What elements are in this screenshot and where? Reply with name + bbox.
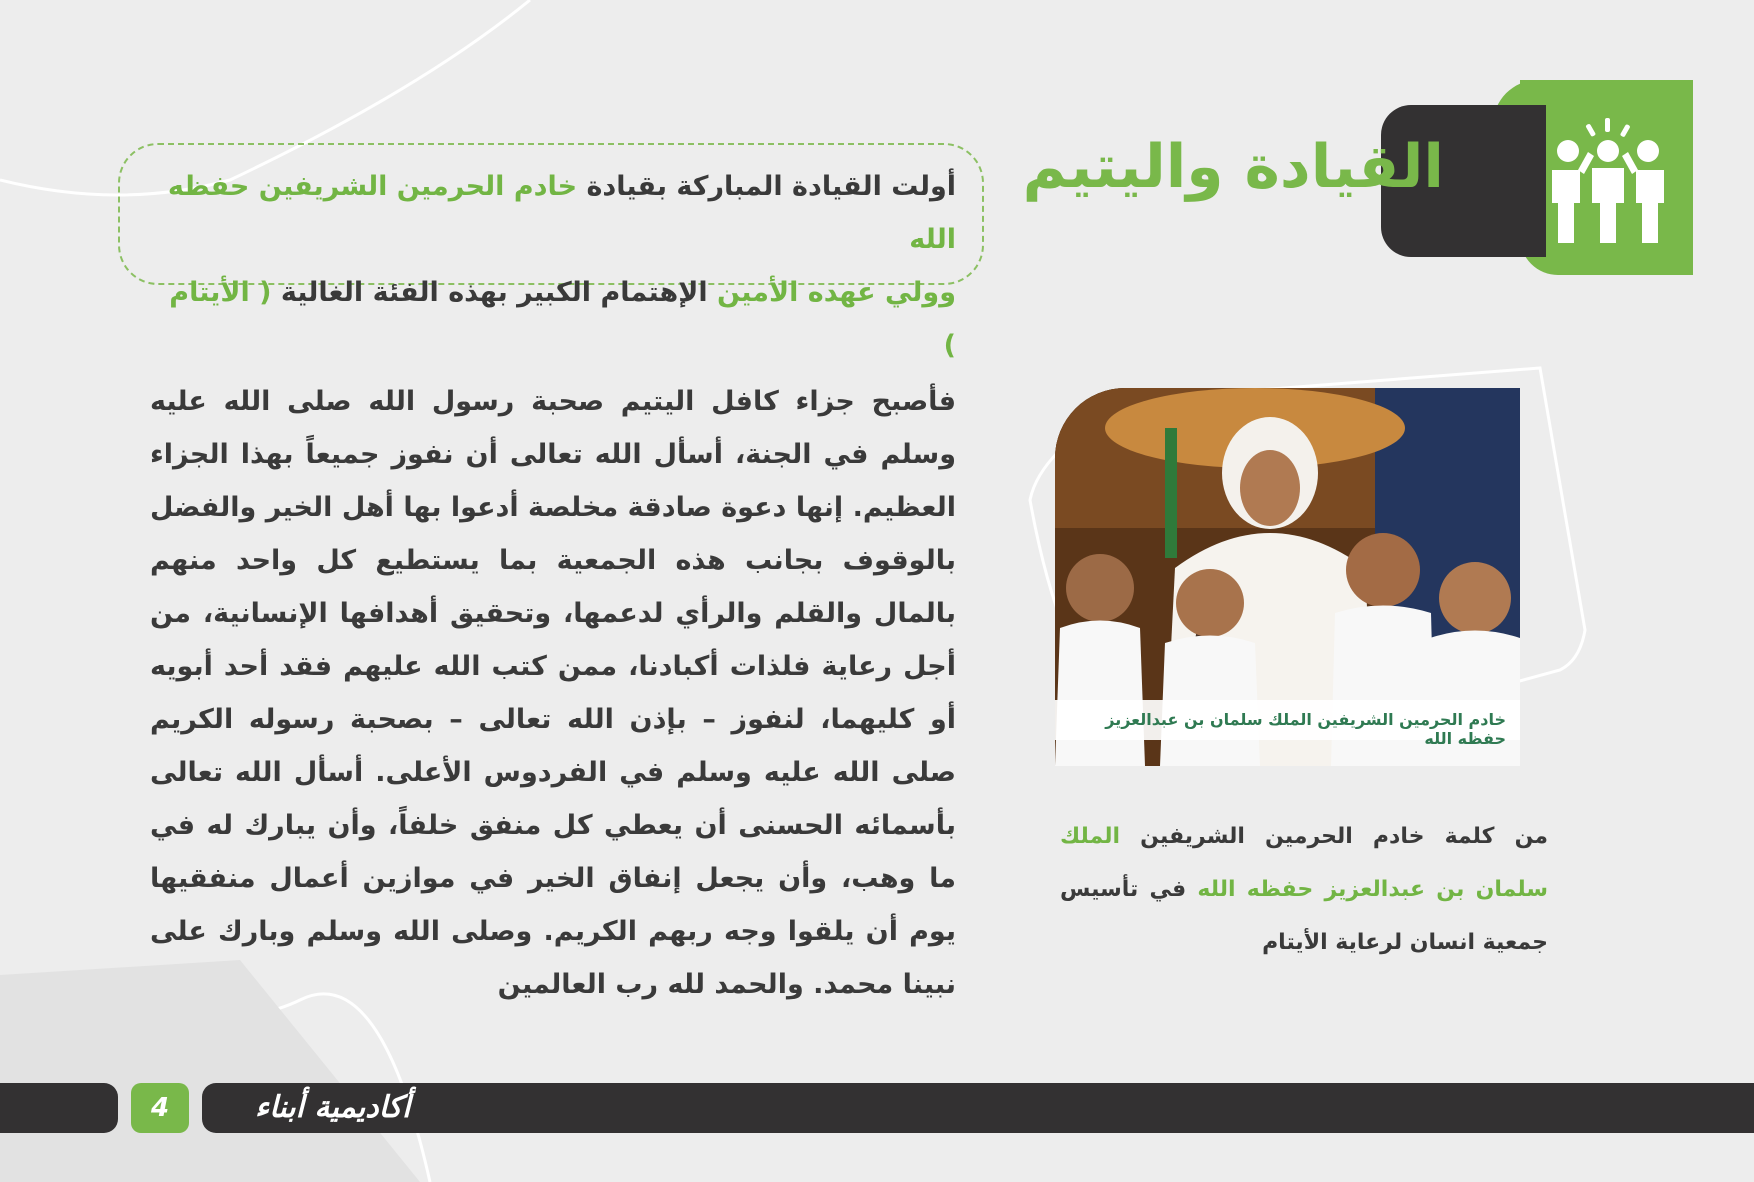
intro-line2-highlight2: ( الأيتام ) [169, 277, 956, 361]
photo-caption: خادم الحرمين الشريفين الملك سلمان بن عبدالعزيز حفظه الله [1055, 700, 1520, 740]
quote-part2: في تأسيس جمعية انسان لرعاية الأيتام [1060, 877, 1548, 955]
page-number: 4 [131, 1083, 189, 1133]
body-paragraph: فأصبح جزاء كافل اليتيم صحبة رسول الله صلى الله عليه وسلم في الجنة، أسأل الله تعالى أن نفوز جميعاً بهذا الجزاء العظيم. إنها دعوة صادقة مخلصة أدعوا بها أهل الخير والفضل بالوقوف بجانب هذه الجمعية بما يستطيع كل واحد منهم بالمال والقلم والرأي لدعمها، وتحقيق أهدافها الإنسانية، من أجل رعاية فلذات أكبادنا، ممن كتب الله عليهم فقد أحد أبويه أو كليهما، لنفوز – بإذن الله تعالى – بصحبة رسوله الكريم صلى الله عليه وسلم في الفردوس الأعلى. أسأل الله تعالى بأسمائه الحسنى أن يعطي كل منفق خلفاً، وأن يبارك له في ما وهب، وأن يجعل إنفاق الخير في موازين أعمال منفقيها يوم أن يلقوا وجه ربهم الكريم. وصلى الله وسلم وبارك على نبينا محمد. والحمد لله رب العالمين [150, 386, 956, 1000]
intro-line1-part1: أولت القيادة المباركة بقيادة [577, 171, 956, 202]
people-leadership-icon [1548, 118, 1668, 248]
intro-text [150, 160, 956, 372]
intro-line1-highlight: خادم الحرمين الشريفين حفظه الله [167, 171, 956, 255]
quote-highlight: الملك سلمان بن عبدالعزيز حفظه الله [1060, 824, 1548, 902]
footer-bar-left [0, 1083, 118, 1133]
quote-part1: من كلمة خادم الحرمين الشريفين [1120, 824, 1548, 849]
intro-line2-highlight1: وولي عهده الأمين [707, 277, 956, 308]
footer-bar [202, 1083, 1754, 1133]
page-title: القيادة واليتيم [1022, 132, 1444, 202]
intro-line2-part: الإهتمام الكبير بهذه الفئة الغالية [271, 277, 708, 308]
footer-brand: أكاديمية أبناء [255, 1090, 411, 1125]
quote-text [1060, 810, 1548, 969]
